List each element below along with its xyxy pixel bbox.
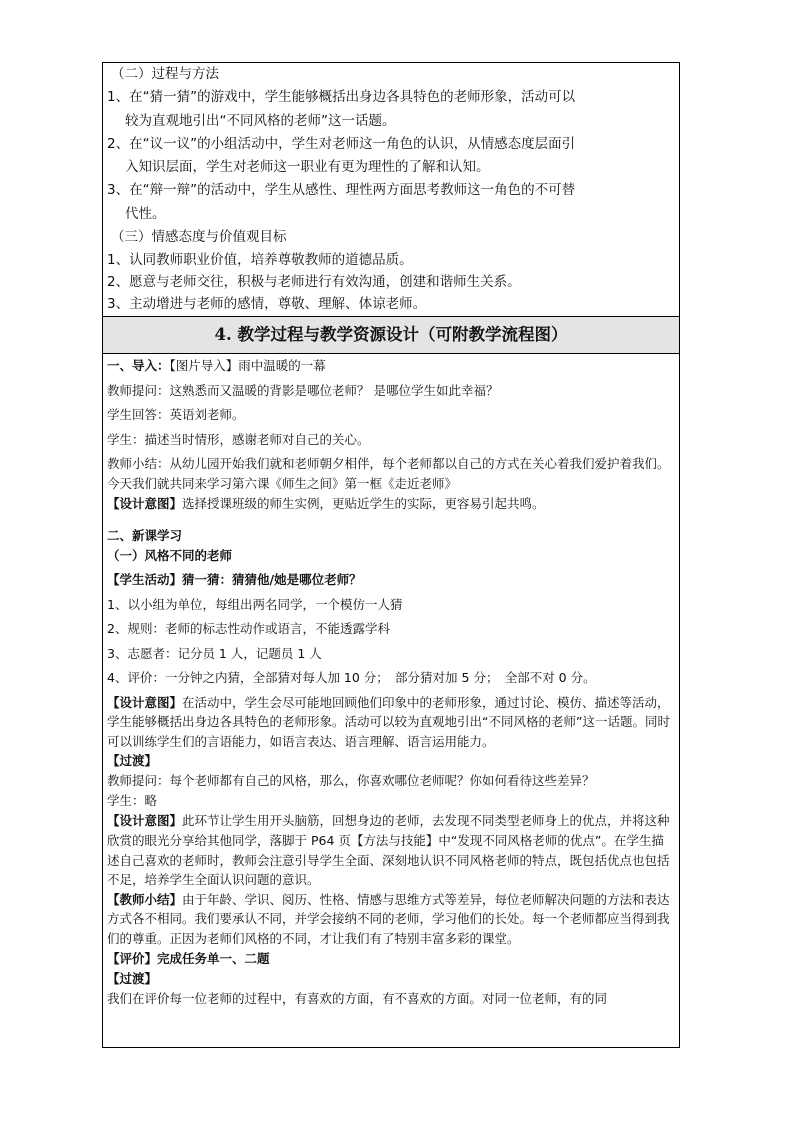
evaluation: 【评价】完成任务单一、二题 [107,950,270,966]
student-description: 学生：描述当时情形，感谢老师对自己的关心。 [107,431,370,447]
transition-label: 【过渡】 [107,970,158,986]
design-intent: 【设计意图】选择授课班级的师生实例，更贴近学生的实际，更容易引起共鸣。 [107,495,545,511]
process-item: 1、在“猜一猜”的游戏中，学生能够概括出身边各具特色的老师形象，活动可以 较为直观地引出“不同风格的老师”这一话题。 [107,89,576,129]
continued-paragraph: 我们在评价每一位老师的过程中，有喜欢的方面，有不喜欢的方面。对同一位老师，有的同 [107,990,608,1006]
objectives-section [103,63,679,315]
intro-heading: 一、导入：【图片导入】雨中温暖的一幕 [107,358,326,374]
rule-item: 1、以小组为单位，每组出两名同学，一个模仿一人猜 [107,596,403,612]
subsection-heading: （一）风格不同的老师 [107,547,233,563]
emotion-item: 1、认同教师职业价值，培养尊敬教师的道德品质。 [107,252,413,269]
teaching-process [103,354,679,1008]
lesson-plan-table [102,62,680,1048]
section-4-title: 4. 教学过程与教学资源设计（可附教学流程图） [103,316,679,354]
process-heading: （二）过程与方法 [111,66,219,82]
process-item: 3、在“辩一辩”的活动中，学生从感性、理性两方面思考教师这一角色的不可替 代性。 [107,182,576,222]
emotion-item: 3、主动增进与老师的感情，尊敬、理解、体谅老师。 [107,296,427,313]
student-activity: 【学生活动】猜一猜：猜猜他/她是哪位老师？ [107,572,362,588]
rule-item: 2、规则：老师的标志性动作或语言，不能透露学科 [107,621,390,637]
student-answer: 学生回答：英语刘老师。 [107,407,245,423]
emotion-heading: （三）情感态度与价值观目标 [111,229,287,246]
new-lesson-heading: 二、新课学习 [107,527,183,543]
teacher-question: 教师提问：每个老师都有自己的风格，那么，你喜欢哪位老师呢？你如何看待这些差异？ [107,773,595,789]
process-item: 2、在“议一议”的小组活动中，学生对老师这一角色的认识，从情感态度层面引 入知识层面，学生对老师这一职业有更为理性的了解和认知。 [107,135,576,176]
rule-item: 3、志愿者：记分员 1 人，记题员 1 人 [107,645,322,661]
design-intent: 【设计意图】在活动中，学生会尽可能地回顾他们印象中的老师形象，通过讨论、模仿、描述等活动，学生能够概括出身边各具特色的老师形象。活动可以较为直观地引出“不同风格的老师”这一话题。同时可以训练学生们的言语能力，如语言表达、语言理解、语言运用能力。 [107,694,670,749]
teacher-question: 教师提问：这熟悉而又温暖的背影是哪位老师？ 是哪位学生如此幸福？ [107,382,499,398]
teacher-summary: 【教师小结】由于年龄、学识、阅历、性格、情感与思维方式等差异，每位老师解决问题的方法和表达方式各不相同。我们要承认不同，并学会接纳不同的老师，学习他们的长处。每一个老师都应当得到我们的尊重。正因为老师们风格的不同，才让我们有了特别丰富多彩的课堂。 [107,891,670,946]
transition-label: 【过渡】 [107,753,158,769]
rule-item: 4、评价：一分钟之内猜，全部猜对每人加 10 分； 部分猜对加 5 分； 全部不对 0 分。 [107,670,596,686]
student-answer: 学生：略 [107,793,158,809]
design-intent: 【设计意图】此环节让学生用开头脑筋，回想身边的老师，去发现不同类型老师身上的优点，并将这种欣赏的眼光分享给其他同学，落脚于 P64 页【方法与技能】中“发现不同风格老师的优点”。在学生描述自己喜欢的老师时，教师会注意引导学生全面、深刻地认识不同风格老师的特点，既包括优点也包括不足，培养学生全面认识问题的意识。 [107,813,670,888]
emotion-item: 2、愿意与老师交往，积极与老师进行有效沟通，创建和谐师生关系。 [107,274,521,291]
teacher-summary: 教师小结：从幼儿园开始我们就和老师朝夕相伴，每个老师都以自己的方式在关心着我们爱护着我们。今天我们就共同来学习第六课《师生之间》第一框《走近老师》 [107,456,670,491]
